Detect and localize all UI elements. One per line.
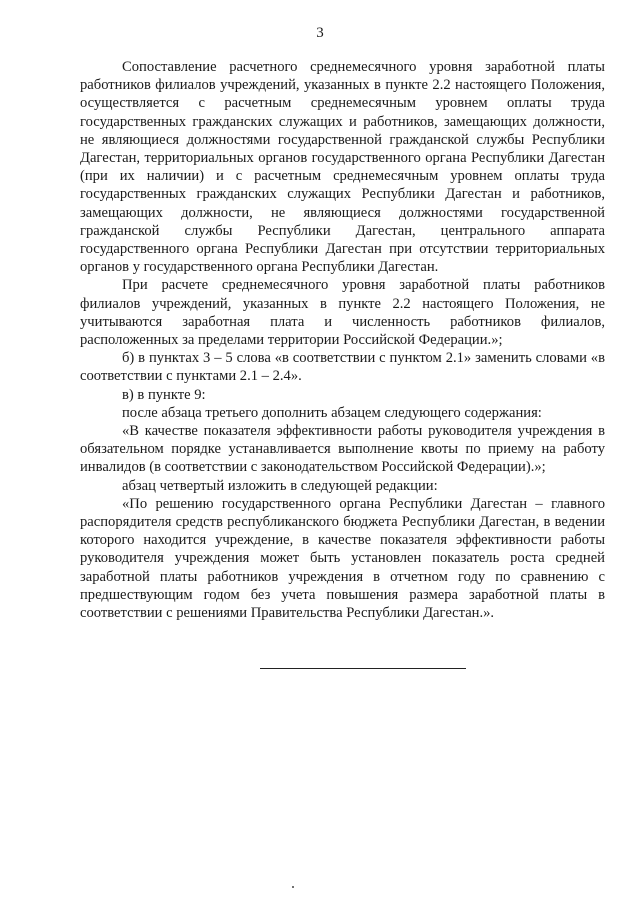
end-divider-line: [260, 668, 466, 669]
scan-speck: [292, 886, 294, 888]
paragraph-amendment-v: в) в пункте 9:: [122, 386, 206, 403]
paragraph-wage-growth: «По решению государственного органа Республики Дагестан – главного распорядителя средств республиканского бюджета Республики Дагестан, в ведении которого находится учреждение, в качестве показателя эффективности работы руководителя учреждения может быть установлен показатель роста средней заработной платы работников учреждения в отчетном году по сравнению с предшествующим годом без учета повышения размера заработной платы в соответствии с решениями Правительства Республики Дагестан.».: [80, 495, 605, 622]
paragraph-fourth-redaction: абзац четвертый изложить в следующей редакции:: [122, 477, 438, 494]
paragraph-add-after-third: после абзаца третьего дополнить абзацем следующего содержания:: [122, 404, 542, 421]
page-number: 3: [316, 25, 324, 41]
paragraph-comparison: Сопоставление расчетного среднемесячного уровня заработной платы работников филиалов учреждений, указанных в пункте 2.2 настоящего Положения, осуществляется с расчетным среднемесячным уровнем оплаты труда государственных гражданских служащих и работников, замещающих должности, не являющиеся должностями государственной гражданской службы Республики Дагестан, территориальных органов государственного органа Республики Дагестан (при их наличии) и с расчетным среднемесячным уровнем оплаты труда государственных гражданских служащих Республики Дагестан и работников, замещающих должности, не являющиеся должностями государственной гражданской службы Республики Дагестан, центрального аппарата государственного органа Республики Дагестан при отсутствии территориальных органов у государственного органа Республики Дагестан.: [80, 59, 605, 276]
paragraph-disability-quota: «В качестве показателя эффективности работы руководителя учреждения в обязательном порядке устанавливается выполнение квоты по приему на работу инвалидов (в соответствии с законодательством Российской Федерации).»;: [80, 423, 605, 476]
paragraph-amendment-b: б) в пунктах 3 – 5 слова «в соответствии с пунктом 2.1» заменить словами «в соответствии с пунктами 2.1 – 2.4».: [80, 350, 605, 385]
paragraph-calculation: При расчете среднемесячного уровня заработной платы работников филиалов учреждений, указанных в пункте 2.2 настоящего Положения, не учитываются заработная плата и численность работников филиалов, расположенных за пределами территории Российской Федерации.»;: [80, 277, 605, 349]
document-body: [80, 58, 605, 622]
